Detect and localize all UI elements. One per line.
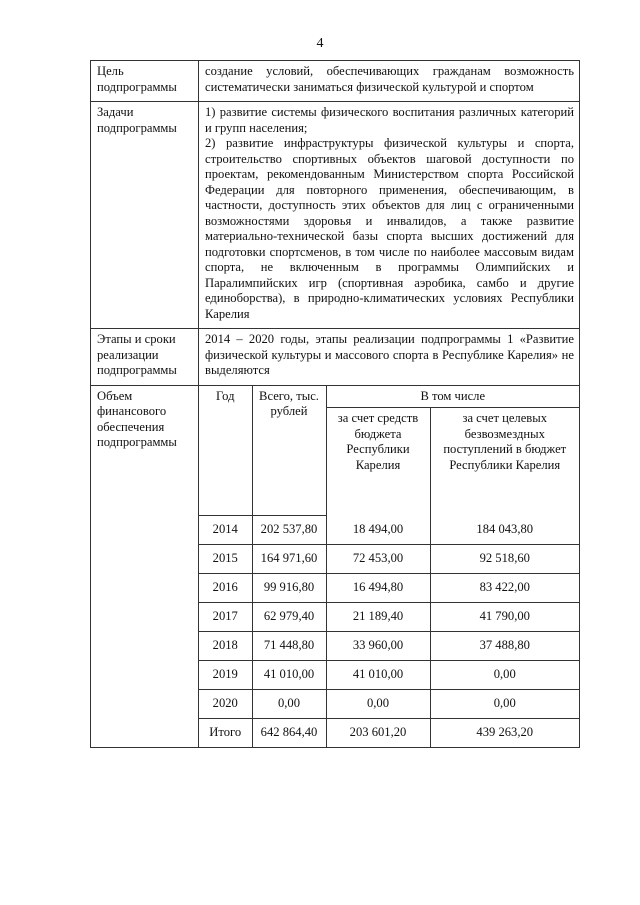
cell-total: 0,00 <box>252 690 326 719</box>
cell-year: 2014 <box>199 516 252 545</box>
tasks-row <box>91 102 580 329</box>
finance-header-row <box>199 386 579 408</box>
header-targeted: за счет целевых безвозмездных поступлений в бюджет Республики Карелия <box>430 408 579 516</box>
cell-year: 2015 <box>199 545 252 574</box>
cell-targeted: 41 790,00 <box>430 603 579 632</box>
stages-row <box>91 329 580 386</box>
cell-budget: 203 601,20 <box>326 719 430 748</box>
stages-content <box>199 329 580 386</box>
finance-row-1 <box>199 545 579 574</box>
cell-budget: 0,00 <box>326 690 430 719</box>
finance-row-2 <box>199 574 579 603</box>
cell-budget: 72 453,00 <box>326 545 430 574</box>
page-number: 4 <box>316 36 324 51</box>
task-item-2: 2) развитие инфраструктуры физической культуры и спорта, строительство спортивных объектов шаговой доступности по проектам, рекомендованным Министерством спорта Российской Федерации для повторного применения, обеспечивающим, в частности, доступность этих объектов для лиц с ограниченными возможностями здоровья и инвалидов, а также развитие материально-технической базы спорта высших достижений для подготовки спортсменов, в том числе по наиболее массовым видам спорта, не включенным в программы Олимпийских и Паралимпийских игр (спортивная аэробика, самбо и другие единоборства), в природно-климатических условиях Республики Карелия <box>205 136 574 321</box>
cell-total: 41 010,00 <box>252 661 326 690</box>
header-year: Год <box>199 386 252 516</box>
cell-targeted: 92 518,60 <box>430 545 579 574</box>
cell-year: 2018 <box>199 632 252 661</box>
tasks-label: Задачи подпрограммы <box>91 102 199 329</box>
cell-targeted: 83 422,00 <box>430 574 579 603</box>
stages-label: Этапы и сроки реализации подпрограммы <box>91 329 199 386</box>
finance-table <box>199 386 579 748</box>
cell-targeted: 0,00 <box>430 690 579 719</box>
finance-row-0 <box>199 516 579 545</box>
cell-budget: 21 189,40 <box>326 603 430 632</box>
cell-budget: 18 494,00 <box>326 516 430 545</box>
cell-year: 2019 <box>199 661 252 690</box>
finance-row-7 <box>199 719 579 748</box>
cell-total: 164 971,60 <box>252 545 326 574</box>
stages-text: 2014 – 2020 годы, этапы реализации подпрограммы 1 «Развитие физической культуры и массового спорта в Республике Карелия» не выделяются <box>205 332 574 377</box>
goal-row <box>91 61 580 102</box>
cell-year: Итого <box>199 719 252 748</box>
cell-targeted: 439 263,20 <box>430 719 579 748</box>
cell-total: 202 537,80 <box>252 516 326 545</box>
cell-budget: 41 010,00 <box>326 661 430 690</box>
program-passport-table <box>90 60 580 748</box>
cell-total: 62 979,40 <box>252 603 326 632</box>
finance-row <box>91 385 580 748</box>
cell-year: 2020 <box>199 690 252 719</box>
header-budget: за счет средств бюджета Республики Карелия <box>326 408 430 516</box>
tasks-content <box>199 102 580 329</box>
finance-row-5 <box>199 661 579 690</box>
cell-year: 2016 <box>199 574 252 603</box>
goal-content <box>199 61 580 102</box>
cell-targeted: 0,00 <box>430 661 579 690</box>
finance-cell <box>199 385 580 748</box>
cell-targeted: 184 043,80 <box>430 516 579 545</box>
cell-year: 2017 <box>199 603 252 632</box>
cell-budget: 33 960,00 <box>326 632 430 661</box>
finance-label: Объем финансового обеспечения подпрограммы <box>91 385 199 748</box>
cell-budget: 16 494,80 <box>326 574 430 603</box>
finance-body <box>199 516 579 748</box>
header-total: Всего, тыс. рублей <box>252 386 326 516</box>
cell-targeted: 37 488,80 <box>430 632 579 661</box>
finance-row-4 <box>199 632 579 661</box>
task-item-1: 1) развитие системы физического воспитания различных категорий и групп населения; <box>205 105 574 135</box>
finance-row-6 <box>199 690 579 719</box>
goal-label: Цель подпрограммы <box>91 61 199 102</box>
finance-row-3 <box>199 603 579 632</box>
header-including: В том числе <box>326 386 579 408</box>
cell-total: 642 864,40 <box>252 719 326 748</box>
goal-text: создание условий, обеспечивающих гражданам возможность систематически заниматься физической культурой и спортом <box>205 64 574 94</box>
cell-total: 99 916,80 <box>252 574 326 603</box>
cell-total: 71 448,80 <box>252 632 326 661</box>
